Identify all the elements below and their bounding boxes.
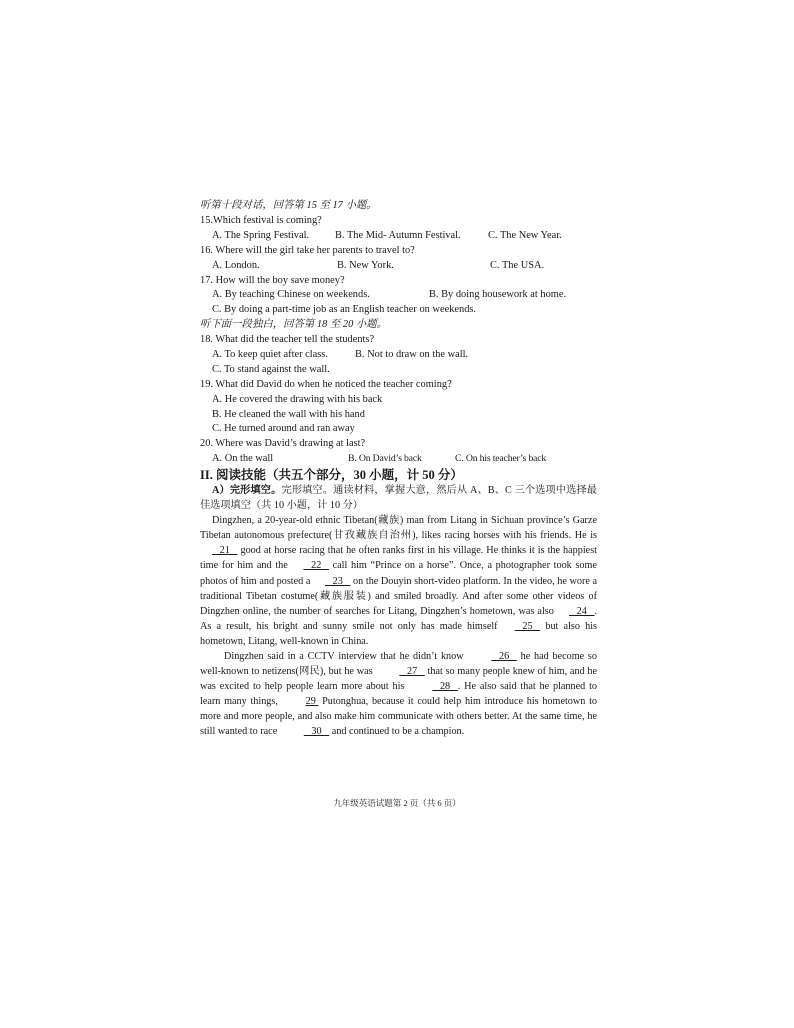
blank-24: 24 (568, 605, 595, 617)
p2-text-2: he had become so well-known to netizens(网民), but he was (200, 651, 597, 678)
q18-option-b: B. Not to draw on the wall. (355, 349, 469, 360)
p2-text-5: Putonghua, because it could help him introduce his hometown to more and more people, and also make him communicate with others better. At the same time, he still wanted to race (200, 696, 597, 738)
q18-option-a: A. To keep quiet after class. (212, 349, 328, 360)
question-17-options-ab (200, 288, 597, 303)
q15-option-a: A. The Spring Festival. (212, 229, 310, 241)
blank-28: 28 (432, 681, 458, 693)
blank-30: 30 (303, 726, 330, 738)
question-17: 17. How will the boy save money? (200, 274, 345, 286)
question-19-option-c-row (200, 422, 597, 437)
question-18-options-ab (200, 348, 597, 363)
question-20-options (200, 452, 597, 467)
blank-21: 21 (212, 545, 238, 557)
blank-27: 27 (399, 666, 425, 678)
q20-option-b: B. On David’s back (348, 453, 422, 465)
part-a-text: 完形填空。通读材料，掌握大意，然后从 A、B、C 三个选项中选择最佳选项填空（共 10 小题，计 10 分） (200, 485, 597, 512)
q19-option-b: B. He cleaned the wall with his hand (212, 408, 365, 420)
monologue-instruction: 听下面一段独白，回答第 18 至 20 小题。 (200, 319, 388, 331)
p1-text-2: good at horse racing that he often ranks first in his village. He thinks it is the happiest time for him and the (200, 545, 597, 572)
q19-option-c: C. He turned around and ran away (212, 423, 355, 435)
q20-option-a: A. On the wall (212, 453, 274, 465)
p2-text-6: and continued to be a champion. (329, 726, 465, 738)
p2-text-1: Dingzhen said in a CCTV interview that he didn’t know (224, 651, 468, 662)
q15-option-b: B. The Mid- Autumn Festival. (335, 229, 461, 241)
question-15: 15.Which festival is coming? (200, 214, 322, 226)
question-19-option-b-row (200, 408, 597, 423)
question-18-options-c (200, 363, 597, 378)
q19-option-a: A. He covered the drawing with his back (212, 393, 383, 405)
p1-text-6: but also his hometown, Litang, well-known in China. (200, 620, 597, 647)
question-18: 18. What did the teacher tell the students? (200, 334, 375, 346)
p1-text-5: . As a result, his bright and sunny smile not only has made himself (200, 605, 597, 632)
q16-option-c: C. The USA. (490, 259, 545, 271)
page-footer: 九年级英语试题第 2 页（共 6 页） (333, 798, 461, 808)
p2-text-3: that so many people knew of him, and he was excited to help people learn more about his (200, 666, 597, 693)
question-19-option-a-row (200, 393, 597, 408)
blank-22: 22 (303, 560, 329, 572)
blank-29: 29 (305, 696, 319, 708)
passage-paragraph-1 (200, 513, 597, 649)
p2-text-4: . He also said that he planned to learn many things, (200, 681, 597, 708)
blank-23: 23 (324, 575, 351, 587)
question-20: 20. Where was David’s drawing at last? (200, 438, 366, 450)
reading-section-title: II. 阅读技能（共五个部分，30 小题，计 50 分） (200, 468, 463, 483)
q20-option-c: C. On his teacher’s back (455, 453, 547, 465)
question-17-options-c (200, 303, 597, 318)
blank-26: 26 (491, 651, 517, 662)
question-16-options (200, 259, 597, 274)
section10-instruction: 听第十段对话，回答第 15 至 17 小题。 (200, 200, 377, 211)
question-15-options (200, 229, 597, 244)
q15-option-c: C. The New Year. (488, 229, 562, 241)
exam-page (200, 199, 597, 740)
p1-text-1: Dingzhen, a 20-year-old ethnic Tibetan(藏族) man from Litang in Sichuan province’s Garze Tibetan autonomous prefecture(甘孜藏族自治州), likes racing horses with his friends. He is (200, 515, 597, 542)
p1-text-3: call him “Prince on a horse”. Once, a photographer took some photos of him and posted a (200, 560, 597, 587)
question-16: 16. Where will the girl take her parents to travel to? (200, 244, 415, 256)
q17-option-a: A. By teaching Chinese on weekends. (212, 289, 370, 301)
q17-option-b: B. By doing housework at home. (429, 289, 567, 301)
part-a-label: A）完形填空。 (212, 485, 282, 497)
q17-option-c: C. By doing a part-time job as an English teacher on weekends. (212, 304, 477, 316)
q16-option-a: A. London. (212, 259, 260, 271)
passage-paragraph-2 (200, 649, 597, 740)
blank-25: 25 (514, 620, 541, 632)
p1-text-4: on the Douyin short-video platform. In the video, he wore a traditional Tibetan costume(藏族服装) and smiled broadly. And after some other videos of Dingzhen online, the number of searches for Litang, Dingzhen’s hometown, was also (200, 575, 597, 617)
q18-option-c: C. To stand against the wall. (212, 363, 330, 375)
question-19: 19. What did David do when he noticed the teacher coming? (200, 378, 452, 390)
q16-option-b: B. New York. (337, 259, 394, 271)
part-a-instruction (200, 483, 597, 513)
